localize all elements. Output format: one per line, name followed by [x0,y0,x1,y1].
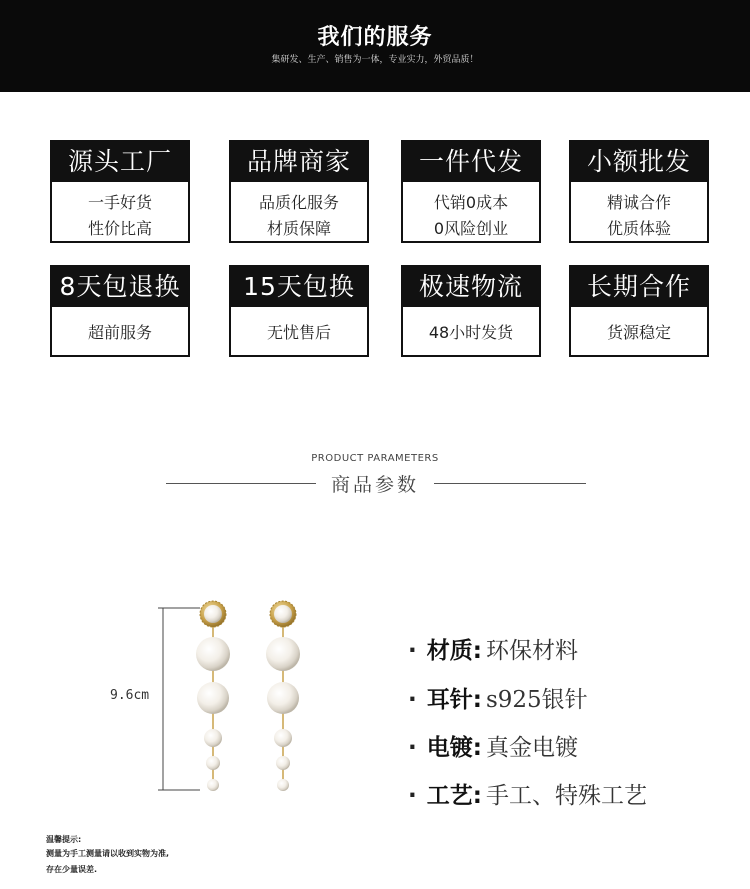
bullet-dot: · [408,735,417,761]
spec-label: 材质: [426,638,482,664]
note-line-1: 测量为手工测量请以收到实物为准, [46,849,170,858]
bullet-dot: · [408,638,417,664]
params-title-en: PRODUCT PARAMETERS [311,453,439,464]
earring-left [196,601,230,791]
note-line-2: 存在少量误差. [46,865,98,874]
spec-label: 电镀: [426,735,482,761]
service-card-title: 15天包换 [231,267,367,307]
params-title-cn: 商品参数 [330,474,419,496]
service-card-title: 8天包退换 [52,267,188,307]
service-card-line: 无忧售后 [266,323,331,342]
header-title: 我们的服务 [317,25,433,50]
service-card-line: 一手好货 [87,193,152,212]
earring-right [266,601,300,791]
service-card-line: 0风险创业 [433,219,509,238]
service-card-title: 小额批发 [571,142,707,182]
header-subtitle: 集研发、生产、销售为一体，专业实力，外贸品质！ [271,55,479,65]
service-card-title: 极速物流 [403,267,539,307]
service-card-title: 品牌商家 [231,142,367,182]
service-card-line: 品质化服务 [258,193,339,212]
spec-row-material [408,632,728,662]
service-card-title: 一件代发 [403,142,539,182]
service-card-title: 源头工厂 [52,142,188,182]
service-card-line: 代销0成本 [433,193,509,212]
service-card-title: 长期合作 [571,267,707,307]
service-card-line: 优质体验 [606,219,671,238]
measure-bracket [158,608,200,790]
service-card-line: 材质保障 [266,219,331,238]
spec-row-plating [408,729,728,759]
spec-label: 工艺: [426,783,482,809]
spec-row-pin [408,681,728,711]
spec-value: 手工、特殊工艺 [485,783,647,809]
bullet-dot: · [408,783,417,809]
spec-value: 真金电镀 [485,735,578,761]
service-card-line: 48小时发货 [428,323,514,342]
service-card-line: 精诚合作 [606,193,671,212]
service-card-line: 性价比高 [87,219,152,238]
service-card-line: 货源稳定 [606,323,671,342]
note-title: 温馨提示: [46,835,82,844]
measure-label: 9.6cm [110,688,150,703]
spec-label: 耳针: [426,687,482,713]
service-card-line: 超前服务 [87,323,152,342]
spec-value: s925银针 [485,687,588,713]
spec-value: 环保材料 [485,638,578,664]
bullet-dot: · [408,687,417,713]
spec-row-craft [408,777,728,807]
